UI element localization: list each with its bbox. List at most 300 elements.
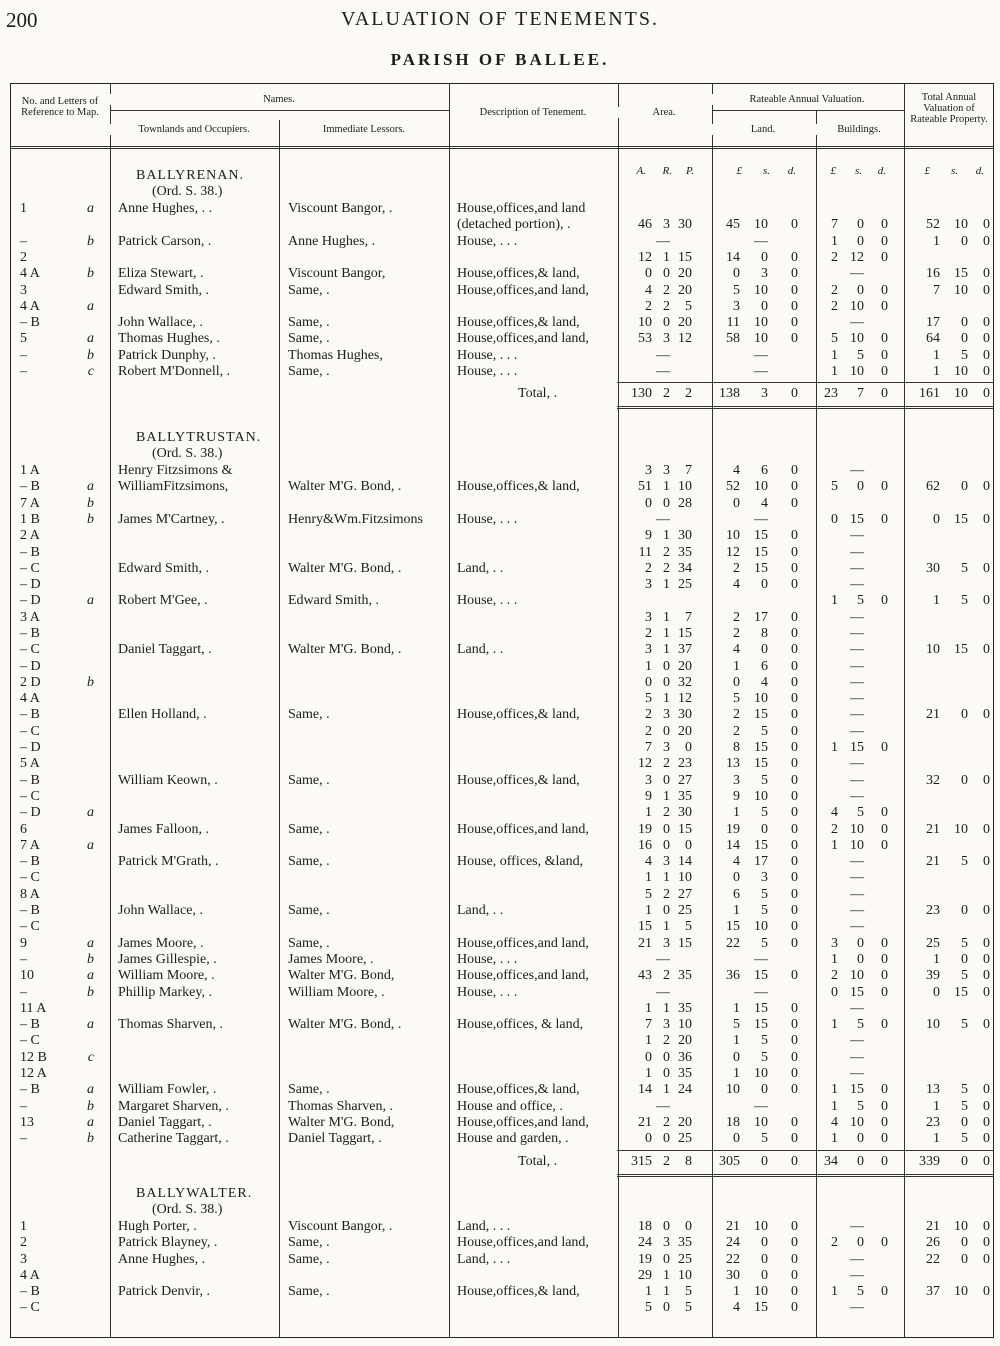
value-cell: 1: [663, 479, 670, 494]
ref-number: 1 A: [20, 463, 40, 478]
running-title: VALUATION OF TENEMENTS.: [340, 8, 660, 30]
value-cell: 0: [733, 870, 740, 885]
value-cell: —: [850, 577, 864, 592]
ref-letter: a: [87, 201, 94, 216]
table-row: [10, 1082, 994, 1098]
occupier-name: Phillip Markey, .: [118, 985, 212, 1000]
occupier-name: Daniel Taggart, .: [118, 1115, 212, 1130]
tenement-description: House,offices,and land,: [457, 1115, 589, 1130]
occupier-name: Ellen Holland, .: [118, 707, 207, 722]
value-cell: —: [850, 1001, 864, 1016]
tenement-description: (detached portion), .: [457, 217, 571, 232]
ref-letter: a: [87, 968, 94, 983]
total-value: 34: [824, 1154, 838, 1169]
total-value: 305: [719, 1154, 740, 1169]
value-cell: 0: [663, 1131, 670, 1146]
value-cell: 5: [761, 903, 768, 918]
ref-letter: b: [87, 675, 94, 690]
tenement-description: House,offices,& land,: [457, 479, 580, 494]
value-cell: 10: [850, 1115, 864, 1130]
value-cell: 15: [678, 822, 692, 837]
value-cell: 5: [761, 773, 768, 788]
ref-number: 6: [20, 822, 27, 837]
header-ref: No. and Letters of Reference to Map.: [12, 96, 108, 118]
ref-number: – B: [20, 854, 40, 869]
total-label: Total, .: [518, 1154, 558, 1169]
value-cell: 0: [881, 1131, 888, 1146]
value-cell: 1: [831, 593, 838, 608]
occupier-name: Daniel Taggart, .: [118, 642, 212, 657]
value-cell: 0: [791, 626, 798, 641]
value-cell: 10: [726, 1082, 740, 1097]
tenement-description: House,offices,and land,: [457, 1235, 589, 1250]
value-cell: 2: [663, 283, 670, 298]
value-cell: 10: [954, 822, 968, 837]
total-value: 0: [881, 386, 888, 401]
value-cell: 0: [983, 1284, 990, 1299]
value-cell: 0: [663, 1066, 670, 1081]
value-cell: 19: [638, 1252, 652, 1267]
occupier-name: John Wallace, .: [118, 315, 203, 330]
value-cell: 2: [663, 299, 670, 314]
value-cell: 2: [663, 561, 670, 576]
value-cell: 10: [678, 1017, 692, 1032]
value-cell: —: [850, 903, 864, 918]
ord-survey-ref: (Ord. S. 38.): [152, 184, 223, 199]
ref-number: – B: [20, 1284, 40, 1299]
table-row: [10, 479, 994, 495]
value-cell: 0: [663, 315, 670, 330]
ref-letter: b: [87, 234, 94, 249]
value-cell: 15: [850, 740, 864, 755]
ref-number: – B: [20, 315, 40, 330]
value-cell: 0: [961, 1115, 968, 1130]
value-cell: 5: [961, 1131, 968, 1146]
value-cell: 10: [850, 364, 864, 379]
ref-number: –: [20, 348, 27, 363]
value-cell: 0: [983, 854, 990, 869]
value-cell: —: [850, 1066, 864, 1081]
value-cell: 3: [663, 707, 670, 722]
value-cell: 21: [926, 854, 940, 869]
table-row: [10, 985, 994, 1001]
value-cell: 15: [954, 985, 968, 1000]
value-cell: 1: [831, 1082, 838, 1097]
value-cell: 25: [678, 903, 692, 918]
section-rule: [617, 406, 994, 409]
value-cell: 0: [761, 1268, 768, 1283]
value-cell: 5: [961, 593, 968, 608]
value-cell: 1: [663, 1082, 670, 1097]
tenement-description: Land, . . .: [457, 1252, 511, 1267]
value-cell: 6: [761, 463, 768, 478]
occupier-name: James Moore, .: [118, 936, 204, 951]
ref-number: –: [20, 234, 27, 249]
value-cell: 12: [726, 545, 740, 560]
value-cell: 30: [678, 707, 692, 722]
value-cell: 18: [726, 1115, 740, 1130]
table-row: [10, 545, 994, 561]
lessor-name: Anne Hughes, .: [288, 234, 376, 249]
total-value: 8: [685, 1154, 692, 1169]
table-row: [10, 1235, 994, 1251]
lessor-name: Edward Smith, .: [288, 593, 379, 608]
value-cell: 29: [638, 1268, 652, 1283]
value-cell: —: [850, 1033, 864, 1048]
value-cell: —: [850, 659, 864, 674]
value-cell: —: [754, 1099, 768, 1114]
value-cell: 0: [791, 1033, 798, 1048]
value-cell: 10: [754, 691, 768, 706]
value-cell: 0: [983, 1131, 990, 1146]
value-cell: 0: [791, 479, 798, 494]
lessor-name: Viscount Bangor, .: [288, 1219, 393, 1234]
value-cell: —: [850, 919, 864, 934]
value-cell: 0: [881, 805, 888, 820]
value-cell: 0: [933, 985, 940, 1000]
lessor-name: Same, .: [288, 331, 330, 346]
occupier-name: Patrick Denvir, .: [118, 1284, 210, 1299]
ref-number: – C: [20, 724, 40, 739]
value-cell: 0: [881, 1284, 888, 1299]
lessor-name: Same, .: [288, 315, 330, 330]
tenement-description: House,offices,& land,: [457, 773, 580, 788]
value-cell: 15: [754, 1300, 768, 1315]
value-cell: 10: [954, 364, 968, 379]
lessor-name: Same, .: [288, 854, 330, 869]
value-cell: 3: [831, 936, 838, 951]
value-cell: 14: [638, 1082, 652, 1097]
value-cell: 10: [954, 1219, 968, 1234]
value-cell: 15: [850, 985, 864, 1000]
value-cell: 0: [791, 250, 798, 265]
table-row: [10, 528, 994, 544]
value-cell: 1: [663, 626, 670, 641]
header-lessors: Immediate Lessors.: [280, 124, 448, 135]
value-cell: 5: [857, 593, 864, 608]
value-cell: 4: [733, 577, 740, 592]
occupier-name: James M'Cartney, .: [118, 512, 225, 527]
value-cell: 15: [850, 1082, 864, 1097]
value-cell: 15: [754, 528, 768, 543]
tenement-description: House,offices, & land,: [457, 1017, 584, 1032]
value-cell: 5: [961, 968, 968, 983]
value-cell: 5: [961, 561, 968, 576]
value-cell: 17: [926, 315, 940, 330]
value-cell: 2: [831, 822, 838, 837]
unit-acres: A.: [636, 165, 646, 177]
value-cell: 7: [685, 610, 692, 625]
value-cell: 52: [926, 217, 940, 232]
value-cell: 3: [663, 1017, 670, 1032]
value-cell: 20: [678, 315, 692, 330]
value-cell: 15: [678, 936, 692, 951]
unit-perches: P.: [685, 165, 694, 177]
value-cell: 0: [733, 675, 740, 690]
value-cell: 0: [733, 496, 740, 511]
table-row: [10, 805, 994, 821]
value-cell: 2: [831, 968, 838, 983]
value-cell: 5: [961, 348, 968, 363]
value-cell: 0: [791, 773, 798, 788]
table-row: [10, 789, 994, 805]
table-row: [10, 315, 994, 331]
ref-letter: a: [87, 299, 94, 314]
unit-total-pounds: £: [924, 165, 930, 177]
value-cell: 21: [926, 822, 940, 837]
value-cell: 0: [983, 903, 990, 918]
occupier-name: William Keown, .: [118, 773, 218, 788]
value-cell: 0: [791, 463, 798, 478]
value-cell: —: [850, 463, 864, 478]
header-total: Total Annual Valuation of Rateable Property.: [905, 92, 993, 125]
value-cell: 1: [933, 364, 940, 379]
value-cell: 11: [638, 545, 652, 560]
value-cell: 0: [791, 936, 798, 951]
value-cell: —: [850, 315, 864, 330]
value-cell: 1: [663, 642, 670, 657]
ref-number: 3: [20, 1252, 27, 1267]
value-cell: 0: [663, 903, 670, 918]
value-cell: 20: [678, 1033, 692, 1048]
value-cell: 0: [791, 1001, 798, 1016]
value-cell: 15: [954, 266, 968, 281]
ref-number: 7 A: [20, 496, 40, 511]
value-cell: 0: [961, 315, 968, 330]
value-cell: 1: [831, 234, 838, 249]
value-cell: 5: [733, 1017, 740, 1032]
value-cell: 12: [678, 331, 692, 346]
value-cell: 1: [645, 1284, 652, 1299]
occupier-name: John Wallace, .: [118, 903, 203, 918]
value-cell: 0: [983, 822, 990, 837]
value-cell: —: [754, 364, 768, 379]
value-cell: 0: [881, 838, 888, 853]
value-cell: 15: [678, 626, 692, 641]
value-cell: —: [850, 724, 864, 739]
value-cell: 0: [983, 968, 990, 983]
value-cell: 1: [645, 870, 652, 885]
table-row: [10, 887, 994, 903]
total-value: 315: [631, 1154, 652, 1169]
value-cell: 15: [754, 545, 768, 560]
value-cell: 0: [961, 773, 968, 788]
value-cell: 3: [663, 854, 670, 869]
value-cell: 10: [754, 1219, 768, 1234]
value-cell: 0: [761, 642, 768, 657]
value-cell: 0: [881, 968, 888, 983]
table-row: [10, 1001, 994, 1017]
value-cell: 3: [645, 463, 652, 478]
table-row: [10, 201, 994, 217]
page-number: 200: [6, 8, 38, 32]
value-cell: 35: [678, 1001, 692, 1016]
value-cell: —: [754, 512, 768, 527]
value-cell: 0: [791, 577, 798, 592]
ref-number: – C: [20, 919, 40, 934]
value-cell: 25: [926, 936, 940, 951]
value-cell: 0: [881, 331, 888, 346]
value-cell: 2: [733, 561, 740, 576]
value-cell: 0: [663, 1219, 670, 1234]
value-cell: 15: [754, 561, 768, 576]
occupier-name: William Fowler, .: [118, 1082, 217, 1097]
value-cell: 0: [645, 266, 652, 281]
value-cell: 0: [663, 496, 670, 511]
ref-number: –: [20, 364, 27, 379]
ref-number: 2 A: [20, 528, 40, 543]
value-cell: 0: [761, 250, 768, 265]
value-cell: 2: [645, 561, 652, 576]
value-cell: 0: [881, 1235, 888, 1250]
value-cell: 0: [983, 1219, 990, 1234]
value-cell: 1: [831, 348, 838, 363]
value-cell: 5: [645, 1300, 652, 1315]
table-row: [10, 870, 994, 886]
table-row: [10, 919, 994, 935]
value-cell: 1: [663, 1284, 670, 1299]
tenement-description: House,offices,& land,: [457, 1284, 580, 1299]
total-value: 0: [791, 1154, 798, 1169]
value-cell: 5: [685, 1300, 692, 1315]
parish-title: PARISH OF BALLEE.: [390, 50, 610, 69]
table-row: [10, 756, 994, 772]
value-cell: 12: [850, 250, 864, 265]
value-cell: 46: [638, 217, 652, 232]
value-cell: 13: [926, 1082, 940, 1097]
table-row: [10, 1284, 994, 1300]
ref-number: – C: [20, 789, 40, 804]
value-cell: —: [850, 561, 864, 576]
value-cell: 8: [761, 626, 768, 641]
value-cell: 1: [831, 740, 838, 755]
lessor-name: Same, .: [288, 1235, 330, 1250]
value-cell: 0: [791, 1219, 798, 1234]
ref-letter: c: [87, 364, 94, 379]
value-cell: 15: [954, 512, 968, 527]
header-area: Area.: [618, 107, 710, 118]
value-cell: 15: [850, 512, 864, 527]
value-cell: 1: [831, 1284, 838, 1299]
value-cell: 0: [791, 217, 798, 232]
value-cell: 0: [983, 1082, 990, 1097]
value-cell: —: [656, 234, 670, 249]
value-cell: 0: [791, 707, 798, 722]
header-land: Land.: [712, 124, 814, 135]
value-cell: 21: [926, 707, 940, 722]
unit-land-pounds: £: [736, 165, 742, 177]
lessor-name: Walter M'G. Bond, .: [288, 642, 402, 657]
value-cell: —: [754, 985, 768, 1000]
occupier-name: Hugh Porter, .: [118, 1219, 197, 1234]
value-cell: 0: [857, 1131, 864, 1146]
value-cell: 22: [726, 936, 740, 951]
value-cell: 10: [754, 479, 768, 494]
value-cell: —: [850, 642, 864, 657]
value-cell: 9: [645, 528, 652, 543]
value-cell: 2: [663, 1115, 670, 1130]
value-cell: 2: [733, 610, 740, 625]
lessor-name: Same, .: [288, 1284, 330, 1299]
table-row: [10, 952, 994, 968]
tenement-description: House, . . .: [457, 985, 518, 1000]
value-cell: 22: [726, 1252, 740, 1267]
tenement-description: House,offices,and land,: [457, 822, 589, 837]
ref-letter: a: [87, 936, 94, 951]
ref-number: – C: [20, 1300, 40, 1315]
value-cell: 6: [733, 887, 740, 902]
ref-number: – D: [20, 740, 41, 755]
value-cell: 1: [663, 919, 670, 934]
occupier-name: Thomas Hughes, .: [118, 331, 220, 346]
ref-number: 13: [20, 1115, 34, 1130]
lessor-name: Viscount Bangor,: [288, 266, 386, 281]
occupier-name: Patrick Dunphy, .: [118, 348, 216, 363]
value-cell: —: [850, 1219, 864, 1234]
tenement-description: House,offices,and land: [457, 201, 586, 216]
value-cell: 7: [645, 1017, 652, 1032]
value-cell: 13: [726, 756, 740, 771]
value-cell: —: [656, 512, 670, 527]
value-cell: 5: [857, 1284, 864, 1299]
ref-number: – D: [20, 805, 41, 820]
value-cell: 1: [663, 691, 670, 706]
value-cell: 0: [881, 512, 888, 527]
ref-number: 4 A: [20, 1268, 40, 1283]
value-cell: 0: [791, 968, 798, 983]
table-row: [10, 1099, 994, 1115]
ref-number: 10: [20, 968, 34, 983]
tenement-description: Land, . .: [457, 642, 504, 657]
lessor-name: Same, .: [288, 903, 330, 918]
value-cell: 5: [857, 805, 864, 820]
value-cell: 0: [663, 1050, 670, 1065]
value-cell: 0: [791, 1082, 798, 1097]
value-cell: 24: [638, 1235, 652, 1250]
tenement-description: House, . . .: [457, 952, 518, 967]
value-cell: 28: [678, 496, 692, 511]
ord-survey-ref: (Ord. S. 38.): [152, 446, 223, 461]
tenement-description: House, offices, &land,: [457, 854, 584, 869]
value-cell: 0: [791, 331, 798, 346]
table-row: [10, 1017, 994, 1033]
value-cell: 0: [881, 740, 888, 755]
value-cell: 0: [983, 1017, 990, 1032]
ref-number: 1 B: [20, 512, 40, 527]
value-cell: 1: [733, 659, 740, 674]
ref-letter: a: [87, 838, 94, 853]
value-cell: 5: [857, 348, 864, 363]
value-cell: 30: [726, 1268, 740, 1283]
value-cell: 5: [761, 724, 768, 739]
value-cell: —: [656, 1099, 670, 1114]
value-cell: 35: [678, 789, 692, 804]
table-row: [10, 234, 994, 250]
ref-number: 1: [20, 1219, 27, 1234]
occupier-name: Robert M'Gee, .: [118, 593, 208, 608]
value-cell: 0: [733, 1131, 740, 1146]
value-cell: 10: [754, 789, 768, 804]
value-cell: 3: [663, 463, 670, 478]
value-cell: 3: [663, 1235, 670, 1250]
table-row: [10, 1300, 994, 1316]
value-cell: 20: [678, 283, 692, 298]
value-cell: 0: [881, 299, 888, 314]
value-cell: 3: [733, 299, 740, 314]
value-cell: 3: [645, 610, 652, 625]
ref-number: 9: [20, 936, 27, 951]
value-cell: 0: [983, 1115, 990, 1130]
